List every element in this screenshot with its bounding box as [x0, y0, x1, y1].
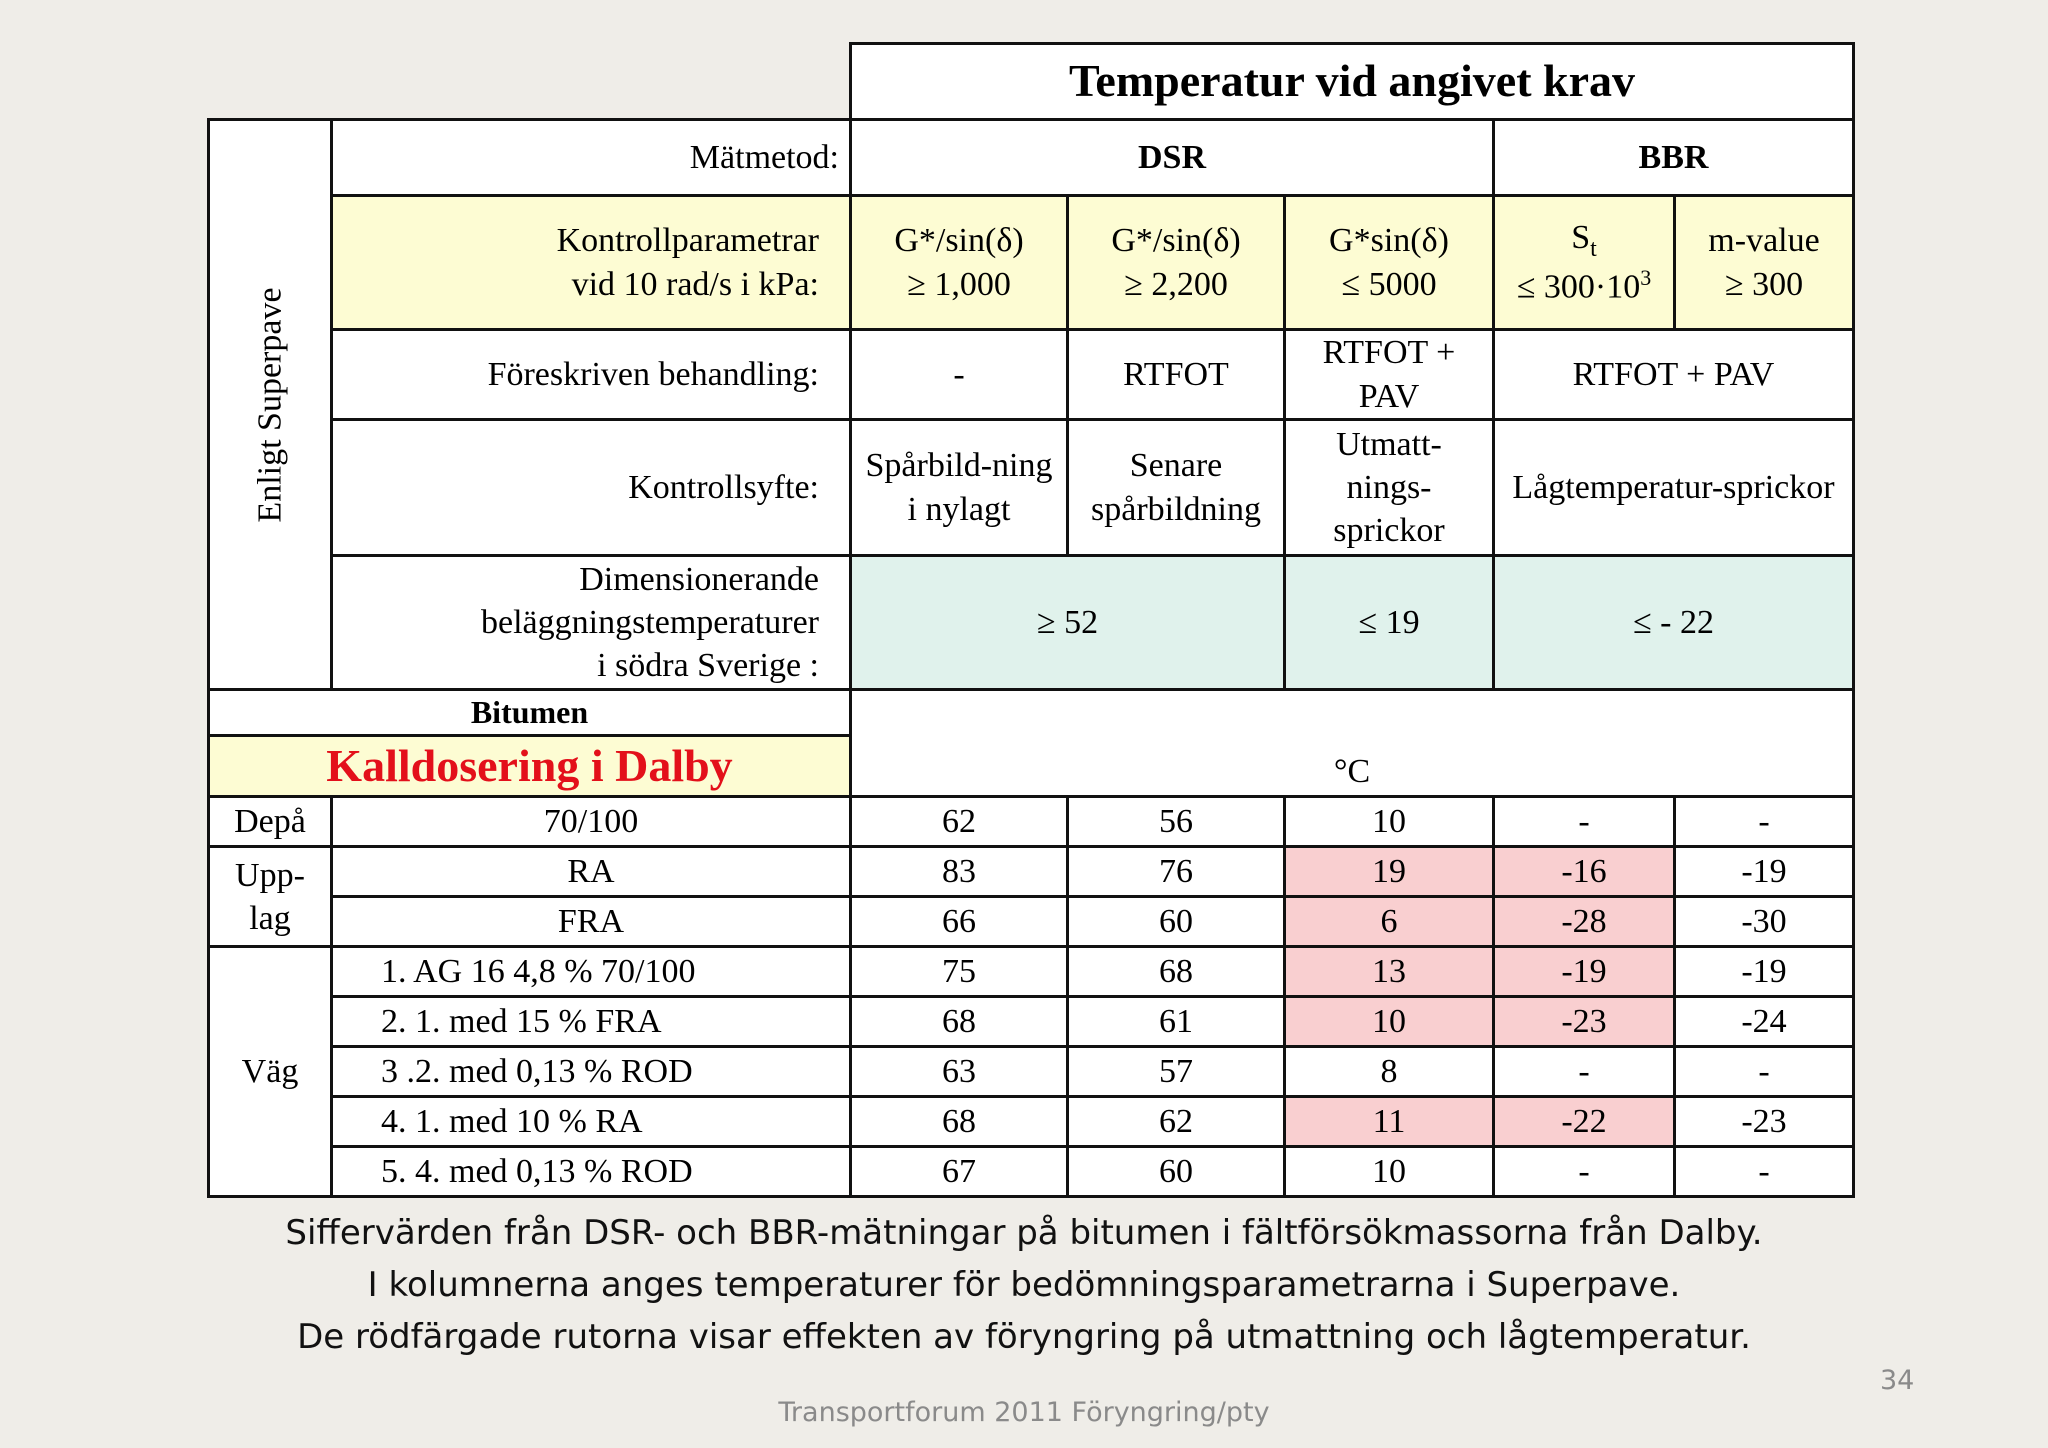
purpose-2: Senare spårbildning [1068, 420, 1285, 556]
treatment-2: RTFOT [1068, 330, 1285, 420]
purpose-label: Kontrollsyfte: [332, 420, 851, 556]
cell-highlight: -22 [1494, 1097, 1675, 1147]
side-label: Enligt Superpave [251, 286, 289, 523]
cell-highlight: -16 [1494, 847, 1675, 897]
table-row [209, 997, 1854, 1047]
cell: 62 [1068, 1097, 1285, 1147]
cell-highlight: 19 [1285, 847, 1494, 897]
row-name: 70/100 [332, 797, 851, 847]
cell-highlight: 13 [1285, 947, 1494, 997]
unit-label: °C [851, 690, 1854, 797]
table-row [209, 1147, 1854, 1197]
cell-highlight: -23 [1494, 997, 1675, 1047]
cell: -19 [1675, 947, 1854, 997]
cell: 75 [851, 947, 1068, 997]
cell: - [1494, 1047, 1675, 1097]
cell: 67 [851, 1147, 1068, 1197]
bitumen-label: Bitumen [209, 690, 851, 736]
cell: 68 [851, 997, 1068, 1047]
results-table [207, 42, 1855, 1198]
cell: 68 [1068, 947, 1285, 997]
cell: - [1494, 797, 1675, 847]
caption [0, 1207, 2048, 1363]
cell-highlight: 6 [1285, 897, 1494, 947]
row-name: 4. 1. med 10 % RA [332, 1097, 851, 1147]
caption-line-3: De rödfärgade rutorna visar effekten av föryngring på utmattning och lågtemperatur. [297, 1317, 1751, 1357]
table-title: Temperatur vid angivet krav [851, 44, 1854, 120]
purpose-1: Spårbild-ning i nylagt [851, 420, 1068, 556]
caption-line-2: I kolumnerna anges temperaturer för bedömningsparametrarna i Superpave. [367, 1265, 1681, 1305]
method-dsr: DSR [851, 120, 1494, 196]
table-row [209, 847, 1854, 897]
cell: -24 [1675, 997, 1854, 1047]
row-name: 1. AG 16 4,8 % 70/100 [332, 947, 851, 997]
dim-label: Dimensionerande beläggningstemperaturer i södra Sverige : [332, 556, 851, 690]
treatment-4: RTFOT + PAV [1494, 330, 1854, 420]
table-row [209, 1097, 1854, 1147]
table-row [209, 1047, 1854, 1097]
table-row [209, 947, 1854, 997]
params-label-line1: Kontrollparametrar [556, 222, 819, 260]
treatment-1: - [851, 330, 1068, 420]
method-bbr: BBR [1494, 120, 1854, 196]
cell-highlight: -19 [1494, 947, 1675, 997]
page-number: 34 [1880, 1365, 1915, 1396]
cell: -19 [1675, 847, 1854, 897]
section-title: Kalldosering i Dalby [209, 736, 851, 797]
param-2: G*/sin(δ) ≥ 2,200 [1068, 196, 1285, 330]
side-label-cell [209, 120, 332, 690]
cell: -30 [1675, 897, 1854, 947]
row-name: 5. 4. med 0,13 % ROD [332, 1147, 851, 1197]
purpose-3: Utmatt-nings-sprickor [1285, 420, 1494, 556]
cell: 62 [851, 797, 1068, 847]
group-upplag: Upp-lag [209, 847, 332, 947]
group-vag: Väg [209, 947, 332, 1197]
row-name: RA [332, 847, 851, 897]
cell: 60 [1068, 897, 1285, 947]
cell-highlight: 10 [1285, 997, 1494, 1047]
dim-value-3: ≤ - 22 [1494, 556, 1854, 690]
cell: 56 [1068, 797, 1285, 847]
dim-value-1: ≥ 52 [851, 556, 1285, 690]
purpose-4: Lågtemperatur-sprickor [1494, 420, 1854, 556]
cell: -23 [1675, 1097, 1854, 1147]
cell: 83 [851, 847, 1068, 897]
params-label-line2: vid 10 rad/s i kPa: [571, 265, 819, 303]
cell: - [1675, 1047, 1854, 1097]
cell: - [1494, 1147, 1675, 1197]
table-row [209, 797, 1854, 847]
method-label: Mätmetod: [332, 120, 851, 196]
group-depa: Depå [209, 797, 332, 847]
row-name: 2. 1. med 15 % FRA [332, 997, 851, 1047]
cell-highlight: 11 [1285, 1097, 1494, 1147]
row-name: FRA [332, 897, 851, 947]
cell: 57 [1068, 1047, 1285, 1097]
treatment-3: RTFOT + PAV [1285, 330, 1494, 420]
table-row [209, 897, 1854, 947]
cell: 63 [851, 1047, 1068, 1097]
row-name: 3 .2. med 0,13 % ROD [332, 1047, 851, 1097]
cell: 8 [1285, 1047, 1494, 1097]
footer-text: Transportforum 2011 Föryngring/pty [778, 1397, 1270, 1428]
cell: 76 [1068, 847, 1285, 897]
cell: - [1675, 1147, 1854, 1197]
treatment-label: Föreskriven behandling: [332, 330, 851, 420]
param-4: $S_t$ ≤ $300\cdot 10^3$ [1494, 196, 1675, 330]
cell: 61 [1068, 997, 1285, 1047]
caption-line-1: Siffervärden från DSR- och BBR-mätningar på bitumen i fältförsökmassorna från Dalby. [285, 1213, 1763, 1253]
cell: - [1675, 797, 1854, 847]
param-5: m-value ≥ 300 [1675, 196, 1854, 330]
cell: 60 [1068, 1147, 1285, 1197]
param-3: G*sin(δ) ≤ 5000 [1285, 196, 1494, 330]
cell-highlight: -28 [1494, 897, 1675, 947]
dim-value-2: ≤ 19 [1285, 556, 1494, 690]
params-label [332, 196, 851, 330]
cell: 68 [851, 1097, 1068, 1147]
cell: 66 [851, 897, 1068, 947]
param-1: G*/sin(δ) ≥ 1,000 [851, 196, 1068, 330]
cell: 10 [1285, 797, 1494, 847]
cell: 10 [1285, 1147, 1494, 1197]
